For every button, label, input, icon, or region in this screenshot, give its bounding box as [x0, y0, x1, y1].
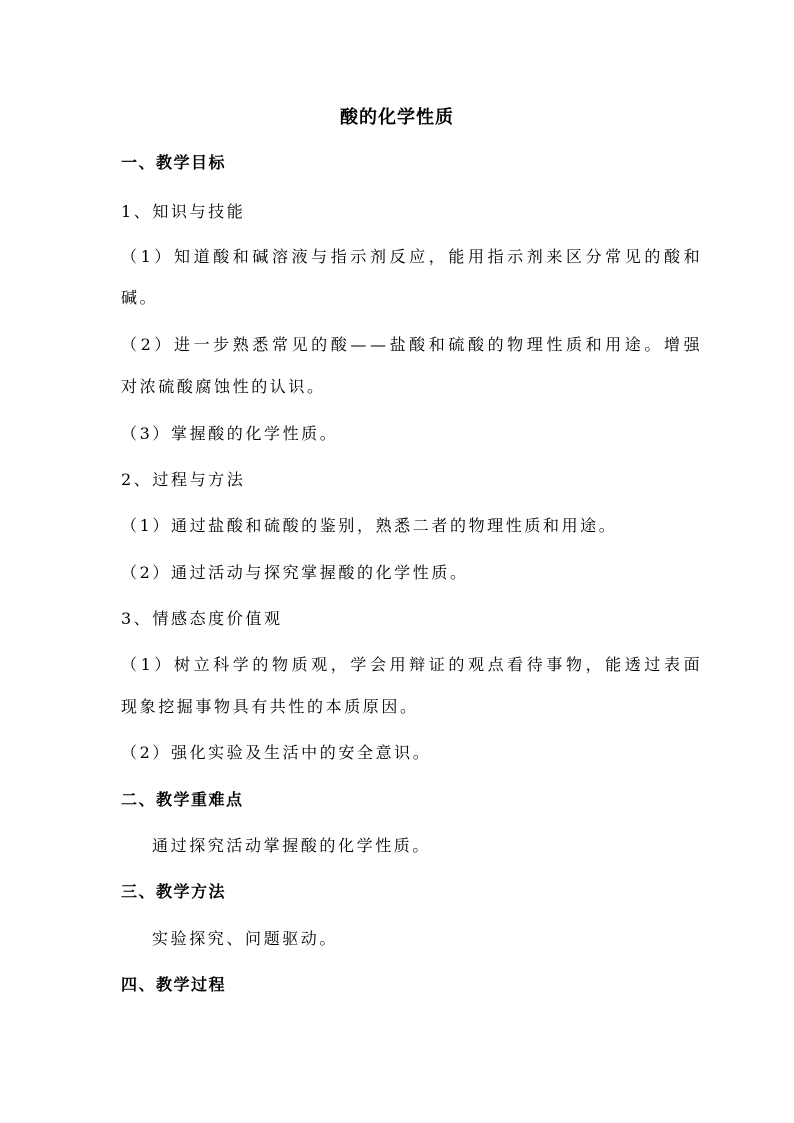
- section-heading-teaching-objectives: 一、教学目标: [121, 153, 227, 172]
- paragraph-line: 对浓硫酸腐蚀性的认识。: [121, 377, 326, 396]
- section-heading-teaching-methods: 三、教学方法: [121, 882, 227, 901]
- paragraph-line: （1）树立科学的物质观，学会用辩证的观点看待事物，能透过表面: [121, 655, 704, 674]
- paragraph-line: （1）通过盐酸和硫酸的鉴别，熟悉二者的物理性质和用途。: [121, 516, 618, 535]
- paragraph-line: （2）通过活动与探究掌握酸的化学性质。: [121, 563, 469, 582]
- subsection-heading-knowledge-skills: 1、知识与技能: [121, 202, 246, 221]
- paragraph-line: 通过探究活动掌握酸的化学性质。: [152, 836, 432, 855]
- paragraph-line: （2）进一步熟悉常见的酸——盐酸和硫酸的物理性质和用途。增强: [121, 335, 704, 354]
- section-heading-teaching-process: 四、教学过程: [121, 975, 227, 994]
- paragraph-line: （1）知道酸和碱溶液与指示剂反应，能用指示剂来区分常见的酸和: [121, 247, 704, 266]
- subsection-heading-attitudes-values: 3、情感态度价值观: [121, 609, 283, 628]
- paragraph-line: 现象挖掘事物具有共性的本质原因。: [121, 697, 419, 716]
- document-title: 酸的化学性质: [340, 107, 454, 128]
- subsection-heading-process-methods: 2、过程与方法: [121, 470, 246, 489]
- paragraph-line: 碱。: [121, 288, 159, 307]
- paragraph-line: 实验探究、问题驱动。: [152, 929, 339, 948]
- paragraph-line: （2）强化实验及生活中的安全意识。: [121, 743, 432, 762]
- paragraph-line: （3）掌握酸的化学性质。: [121, 424, 339, 443]
- section-heading-key-difficulties: 二、教学重难点: [121, 790, 244, 809]
